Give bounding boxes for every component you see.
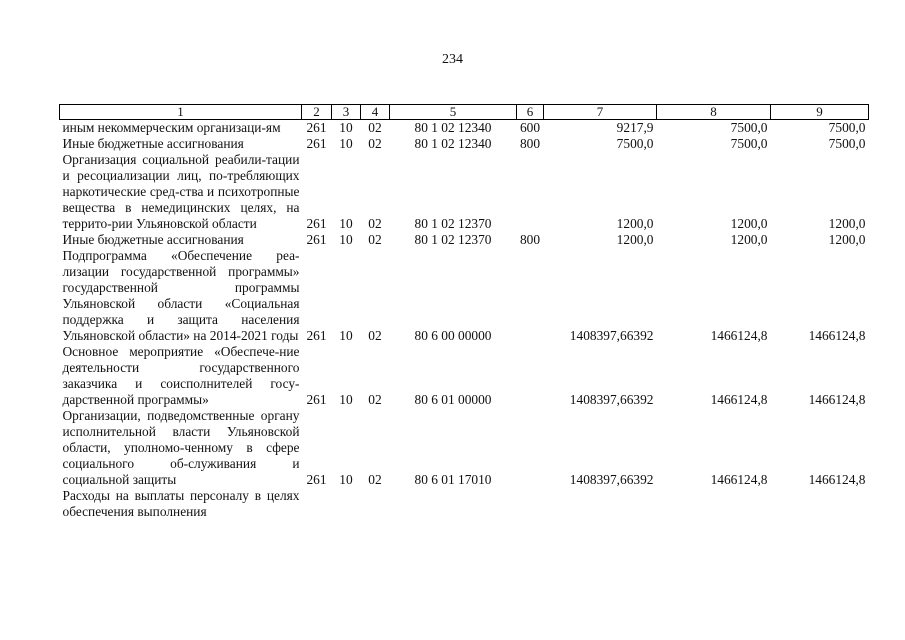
column-header: 6 <box>517 105 544 120</box>
row-name: Организации, подведомственные органу исполнительной власти Ульяновской области, уполномо-ченному в сфере социального об-служивания и социальной защиты <box>62 408 300 487</box>
cell-code: 261 <box>306 328 327 343</box>
cell-amount-2: 1466124,8 <box>710 328 768 343</box>
cell-code <box>302 488 332 520</box>
table-row <box>60 248 869 344</box>
cell-amount-3 <box>771 488 869 520</box>
cell-amount-3: 1466124,8 <box>808 392 866 407</box>
row-name: Организация социальной реабили-тации и ресоциализации лиц, по-требляющих наркотические сред-ства и психотропные вещества в немедицинских целях, на террито-рии Ульяновской области <box>62 152 300 231</box>
column-header: 5 <box>390 105 517 120</box>
cell-section: 10 <box>339 136 353 151</box>
cell-expense-type <box>517 408 544 488</box>
table-row <box>60 488 869 520</box>
cell-expense-type <box>517 488 544 520</box>
row-name: иным некоммерческим организаци-ям <box>62 120 281 135</box>
cell-subsection <box>361 488 390 520</box>
cell-amount-2: 1200,0 <box>730 232 768 247</box>
cell-section <box>332 488 361 520</box>
row-name: Иные бюджетные ассигнования <box>62 136 244 151</box>
cell-amount-1: 1408397,66392 <box>569 472 654 487</box>
table-row <box>60 120 869 137</box>
cell-expense-type <box>517 152 544 232</box>
cell-amount-1: 9217,9 <box>616 120 654 135</box>
column-header: 2 <box>302 105 332 120</box>
cell-target: 80 6 01 17010 <box>414 472 492 487</box>
cell-section: 10 <box>339 120 353 135</box>
column-header: 9 <box>771 105 869 120</box>
cell-code: 261 <box>306 216 327 231</box>
cell-amount-1: 1408397,66392 <box>569 392 654 407</box>
cell-subsection: 02 <box>368 120 382 135</box>
cell-subsection: 02 <box>368 232 382 247</box>
cell-expense-type <box>517 344 544 408</box>
cell-target: 80 1 02 12370 <box>414 216 492 231</box>
cell-target: 80 6 01 00000 <box>414 392 492 407</box>
cell-expense-type <box>517 248 544 344</box>
row-name: Иные бюджетные ассигнования <box>62 232 244 247</box>
cell-section: 10 <box>339 392 353 407</box>
page-number: 234 <box>442 52 463 67</box>
table-row <box>60 136 869 152</box>
cell-amount-2: 1466124,8 <box>710 392 768 407</box>
cell-amount-2: 1200,0 <box>730 216 768 231</box>
cell-code: 261 <box>306 136 327 151</box>
cell-amount-1: 7500,0 <box>616 136 654 151</box>
cell-amount-2: 7500,0 <box>730 136 768 151</box>
cell-code: 261 <box>306 472 327 487</box>
cell-target: 80 1 02 12340 <box>414 120 492 135</box>
budget-table <box>59 104 869 520</box>
cell-amount-3: 1466124,8 <box>808 472 866 487</box>
cell-amount-3: 1200,0 <box>828 216 866 231</box>
cell-target: 80 6 00 00000 <box>414 328 492 343</box>
column-header: 4 <box>361 105 390 120</box>
cell-expense-type: 800 <box>519 232 541 247</box>
cell-amount-1 <box>544 488 657 520</box>
cell-section: 10 <box>339 472 353 487</box>
cell-expense-type: 800 <box>519 136 541 151</box>
cell-amount-1: 1200,0 <box>616 232 654 247</box>
cell-amount-3: 7500,0 <box>828 120 866 135</box>
cell-amount-2 <box>657 488 771 520</box>
cell-amount-1: 1200,0 <box>616 216 654 231</box>
cell-code: 261 <box>306 232 327 247</box>
cell-section: 10 <box>339 328 353 343</box>
table-row <box>60 152 869 232</box>
cell-amount-2: 7500,0 <box>730 120 768 135</box>
cell-subsection: 02 <box>368 392 382 407</box>
cell-target: 80 1 02 12370 <box>414 232 492 247</box>
row-name: Расходы на выплаты персоналу в целях обеспечения выполнения <box>62 488 300 519</box>
cell-amount-2: 1466124,8 <box>710 472 768 487</box>
table-row <box>60 232 869 248</box>
cell-target <box>390 488 517 520</box>
cell-section: 10 <box>339 216 353 231</box>
cell-target: 80 1 02 12340 <box>414 136 492 151</box>
column-header: 8 <box>657 105 771 120</box>
column-header: 7 <box>544 105 657 120</box>
column-header: 1 <box>60 105 302 120</box>
cell-amount-3: 7500,0 <box>828 136 866 151</box>
cell-section: 10 <box>339 232 353 247</box>
cell-amount-3: 1466124,8 <box>808 328 866 343</box>
table-header-row <box>60 105 869 120</box>
row-name: Подпрограмма «Обеспечение реа-лизации государственной программы» государственной программы Ульяновской области «Социальная поддержка и защита населения Ульяновской области» на 2014-2021 годы <box>62 248 300 343</box>
table-row <box>60 344 869 408</box>
cell-code: 261 <box>306 392 327 407</box>
cell-subsection: 02 <box>368 472 382 487</box>
row-name: Основное мероприятие «Обеспече-ние деятельности государственного заказчика и соисполнителей госу-дарственной программы» <box>62 344 300 407</box>
cell-amount-1: 1408397,66392 <box>569 328 654 343</box>
column-header: 3 <box>332 105 361 120</box>
cell-subsection: 02 <box>368 328 382 343</box>
cell-subsection: 02 <box>368 136 382 151</box>
table-row <box>60 408 869 488</box>
cell-expense-type: 600 <box>519 120 541 135</box>
cell-code: 261 <box>306 120 327 135</box>
cell-subsection: 02 <box>368 216 382 231</box>
cell-amount-3: 1200,0 <box>828 232 866 247</box>
